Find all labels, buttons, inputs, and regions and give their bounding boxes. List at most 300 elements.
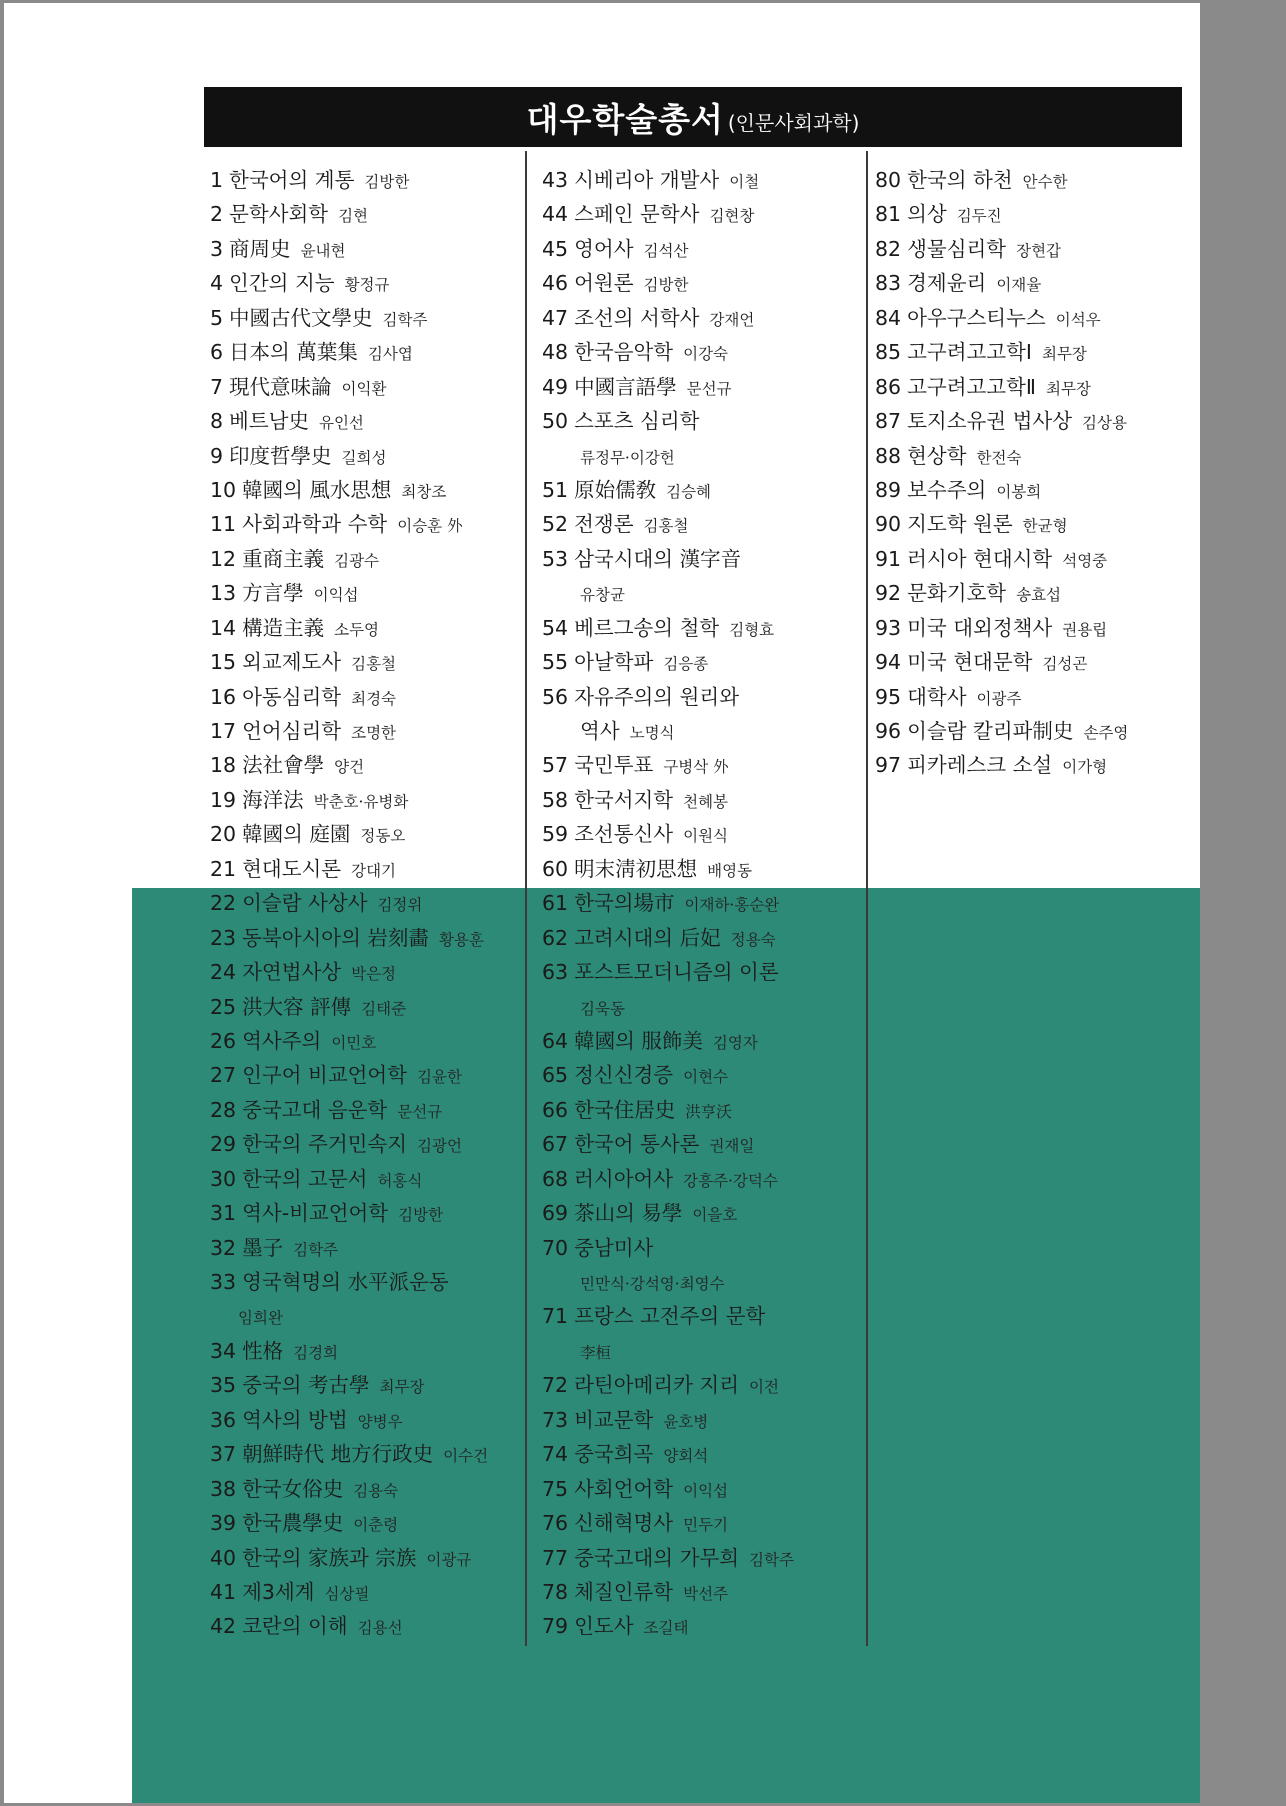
book-title: 明末淸初思想 <box>574 856 698 881</box>
book-number: 52 <box>542 512 569 537</box>
book-entry <box>542 1609 862 1643</box>
book-author: 심상필 <box>324 1584 370 1603</box>
book-number: 63 <box>542 960 569 985</box>
book-number: 11 <box>210 512 237 537</box>
book-title: 토지소유권 법사상 <box>907 409 1073 434</box>
book-entry <box>542 955 862 989</box>
book-author: 석영중 <box>1062 551 1108 570</box>
book-number: 47 <box>542 305 569 330</box>
book-title: 중국고대 음운학 <box>242 1097 388 1122</box>
book-number: 37 <box>210 1442 237 1467</box>
book-number: 2 <box>210 202 224 227</box>
book-number: 39 <box>210 1511 237 1536</box>
book-number: 3 <box>210 236 224 261</box>
book-author: 이철 <box>729 173 760 191</box>
book-title: 신해혁명사 <box>574 1511 674 1536</box>
book-entry <box>210 163 520 197</box>
book-author: 김영자 <box>712 1033 758 1052</box>
book-number: 42 <box>210 1614 237 1639</box>
book-title: 이슬람 사상사 <box>242 891 368 916</box>
book-entry <box>210 955 520 989</box>
book-author: 이석우 <box>1055 310 1101 329</box>
book-title: 동북아시아의 岩刻畵 <box>242 925 429 950</box>
book-title: 한국의 주거민속지 <box>242 1132 408 1157</box>
book-entry <box>210 404 520 438</box>
book-number: 78 <box>542 1579 569 1604</box>
book-entry <box>210 266 520 300</box>
book-number: 92 <box>875 581 902 606</box>
book-author: 배영동 <box>707 861 753 880</box>
book-entry <box>875 232 1195 266</box>
book-number: 4 <box>210 271 224 296</box>
book-number: 29 <box>210 1132 237 1157</box>
book-entry <box>210 1506 520 1540</box>
book-number: 56 <box>542 684 569 709</box>
book-author: 김방한 <box>364 173 410 191</box>
book-number: 1 <box>210 168 224 192</box>
book-entry <box>210 507 520 541</box>
book-number: 60 <box>542 856 569 881</box>
book-number: 20 <box>210 822 237 847</box>
book-entry <box>542 1403 862 1437</box>
book-number: 46 <box>542 271 569 296</box>
book-author: 김상용 <box>1082 414 1127 433</box>
book-entry <box>542 783 862 817</box>
book-entry <box>542 645 862 679</box>
book-number: 15 <box>210 650 237 675</box>
book-title: 외교제도사 <box>242 650 342 675</box>
book-entry <box>542 1299 862 1333</box>
book-entry <box>542 163 862 197</box>
book-author: 양회석 <box>663 1447 709 1466</box>
book-entry <box>210 1162 520 1196</box>
book-number: 74 <box>542 1442 569 1467</box>
book-entry <box>542 1368 862 1402</box>
book-title: 어원론 <box>574 271 634 296</box>
book-number: 81 <box>875 202 902 227</box>
book-title: 韓國의 庭園 <box>242 822 351 847</box>
book-author: 허홍식 <box>377 1171 423 1190</box>
book-author: 김홍철 <box>351 655 397 674</box>
book-number: 33 <box>210 1270 237 1294</box>
book-entry <box>210 301 520 335</box>
book-author: 유인선 <box>318 414 364 433</box>
book-list-column-3 <box>875 163 1195 783</box>
book-entry <box>542 404 862 438</box>
book-author: 김학주 <box>382 310 428 329</box>
book-author: 이재율 <box>996 276 1042 295</box>
book-author: 이익환 <box>341 379 387 398</box>
book-author: 이익섭 <box>313 586 359 605</box>
book-title: 라틴아메리카 지리 <box>574 1373 740 1398</box>
book-author: 조명한 <box>351 724 397 742</box>
book-title: 印度哲學史 <box>229 443 332 468</box>
book-entry <box>875 748 1195 782</box>
book-title: 法社會學 <box>242 753 325 778</box>
book-title: 한국어의 계통 <box>229 168 355 192</box>
book-title: 商周史 <box>229 236 291 261</box>
book-page <box>4 3 1200 1803</box>
book-entry <box>542 370 862 404</box>
book-title: 문화기호학 <box>907 581 1007 606</box>
book-number: 43 <box>542 168 569 192</box>
book-author: 김광언 <box>417 1137 462 1156</box>
book-author: 김경희 <box>293 1343 339 1362</box>
book-title: 체질인류학 <box>574 1579 674 1604</box>
book-title: 한국의 하천 <box>907 168 1013 192</box>
book-author: 양병우 <box>357 1412 403 1431</box>
book-title: 영국혁명의 水平派운동 <box>242 1270 449 1294</box>
book-author: 최무장 <box>1046 379 1091 398</box>
book-author: 김정위 <box>377 896 423 915</box>
book-author: 이재하·홍순완 <box>684 896 780 915</box>
book-author: 장현갑 <box>1016 241 1062 260</box>
book-title: 비교문학 <box>574 1407 654 1432</box>
book-entry <box>542 1265 862 1299</box>
book-author: 박선주 <box>683 1584 729 1603</box>
book-author: 길희성 <box>341 448 387 467</box>
book-author: 손주영 <box>1083 724 1129 742</box>
book-author: 이봉희 <box>996 482 1042 501</box>
book-title: 原始儒敎 <box>574 477 657 502</box>
book-title: 朝鮮時代 地方行政史 <box>242 1442 434 1467</box>
book-entry <box>542 1196 862 1230</box>
book-author: 권재일 <box>709 1137 755 1156</box>
book-number: 69 <box>542 1201 569 1226</box>
book-entry <box>875 576 1195 610</box>
book-author: 김사엽 <box>367 345 413 364</box>
book-entry <box>542 1334 862 1368</box>
column-divider-1 <box>525 151 527 1646</box>
book-title: 문학사회학 <box>229 202 329 227</box>
book-title: 사회과학과 수학 <box>242 512 388 537</box>
book-title: 경제윤리 <box>907 271 987 296</box>
book-author: 문선규 <box>397 1102 443 1121</box>
book-author: 민두기 <box>683 1516 729 1535</box>
book-number: 68 <box>542 1166 569 1191</box>
book-number: 75 <box>542 1476 569 1501</box>
book-title: 프랑스 고전주의 문학 <box>574 1304 766 1329</box>
book-entry <box>542 748 862 782</box>
book-author: 강흥주·강덕수 <box>683 1171 778 1190</box>
book-number: 45 <box>542 236 569 261</box>
book-author: 김욱동 <box>580 999 625 1018</box>
book-entry <box>210 1231 520 1265</box>
book-title: 중국희곡 <box>574 1442 654 1467</box>
book-number: 35 <box>210 1373 237 1398</box>
book-author: 이광주 <box>976 689 1022 708</box>
book-number: 40 <box>210 1545 237 1570</box>
book-title: 性格 <box>242 1338 284 1363</box>
book-number: 96 <box>875 719 902 743</box>
book-title: 대학사 <box>907 684 967 709</box>
book-entry <box>542 1024 862 1058</box>
book-number: 71 <box>542 1304 569 1329</box>
book-title: 한국女俗史 <box>242 1476 344 1501</box>
book-number: 34 <box>210 1338 237 1363</box>
book-number: 22 <box>210 891 237 916</box>
book-title: 제3세계 <box>242 1579 315 1604</box>
book-number: 86 <box>875 374 902 399</box>
book-entry <box>875 473 1195 507</box>
book-number: 41 <box>210 1579 237 1604</box>
book-title: 日本의 萬葉集 <box>229 340 358 365</box>
book-entry <box>542 1127 862 1161</box>
series-subtitle: (인문사회과학) <box>727 110 860 135</box>
book-author: 유창균 <box>580 586 625 605</box>
book-number: 21 <box>210 856 237 881</box>
book-number: 88 <box>875 443 902 468</box>
book-author: 임희완 <box>238 1309 283 1328</box>
book-entry <box>875 301 1195 335</box>
book-entry <box>210 1127 520 1161</box>
book-entry <box>875 439 1195 473</box>
book-title: 정신신경증 <box>574 1063 674 1088</box>
book-number: 27 <box>210 1063 237 1088</box>
book-number: 79 <box>542 1614 569 1639</box>
book-author: 이원식 <box>683 827 729 846</box>
book-number: 51 <box>542 477 569 502</box>
book-author: 김방한 <box>643 276 689 295</box>
book-number: 44 <box>542 202 569 227</box>
column-divider-2 <box>866 151 868 1646</box>
book-title: 미국 대외정책사 <box>907 615 1053 640</box>
book-title: 아날학파 <box>574 650 654 675</box>
book-title: 코란의 이해 <box>242 1614 348 1639</box>
book-author: 최창조 <box>401 482 447 501</box>
book-entry <box>210 1575 520 1609</box>
book-entry <box>210 576 520 610</box>
book-entry <box>210 1093 520 1127</box>
book-number: 59 <box>542 822 569 847</box>
book-author: 김현창 <box>709 207 755 226</box>
book-number: 95 <box>875 684 902 709</box>
book-title: 한국어 통사론 <box>574 1132 700 1157</box>
book-entry <box>210 1368 520 1402</box>
book-number: 57 <box>542 753 569 778</box>
book-author: 김형효 <box>729 620 775 639</box>
book-entry <box>875 680 1195 714</box>
book-title: 보수주의 <box>907 477 987 502</box>
book-entry <box>210 1058 520 1092</box>
book-number: 5 <box>210 305 224 330</box>
book-entry <box>542 473 862 507</box>
book-entry <box>210 921 520 955</box>
book-entry <box>542 266 862 300</box>
book-number: 36 <box>210 1407 237 1432</box>
book-title: 역사-비교언어학 <box>242 1201 389 1226</box>
book-number: 19 <box>210 787 237 812</box>
book-author: 李桓 <box>580 1343 612 1362</box>
book-author: 최무장 <box>1041 345 1087 364</box>
book-list-column-2 <box>542 163 862 1644</box>
book-entry <box>875 611 1195 645</box>
book-number: 70 <box>542 1235 569 1260</box>
book-number: 30 <box>210 1166 237 1191</box>
book-title: 構造主義 <box>242 615 325 640</box>
book-list-column-1 <box>210 163 520 1644</box>
book-entry <box>210 1196 520 1230</box>
book-author: 김윤한 <box>417 1068 462 1087</box>
book-title: 역사주의 <box>242 1028 322 1053</box>
book-title: 베트남史 <box>229 409 309 434</box>
book-number: 23 <box>210 925 237 950</box>
book-title: 洪大容 評傳 <box>242 994 352 1019</box>
book-entry <box>542 1058 862 1092</box>
book-author: 이현수 <box>683 1068 729 1087</box>
book-entry <box>542 611 862 645</box>
book-number: 80 <box>875 168 902 192</box>
book-number: 93 <box>875 615 902 640</box>
book-author: 박춘호·유병화 <box>313 792 409 811</box>
book-number: 7 <box>210 374 224 399</box>
book-entry <box>210 1024 520 1058</box>
book-author: 이가형 <box>1062 758 1108 777</box>
book-author: 정용숙 <box>730 930 776 949</box>
book-title: 고구려고고학Ⅰ <box>907 340 1032 365</box>
book-title: 고려시대의 后妃 <box>574 925 721 950</box>
book-entry <box>875 266 1195 300</box>
book-title: 中國言語學 <box>574 374 677 399</box>
book-entry <box>542 1231 862 1265</box>
book-title-continued: 역사 <box>580 719 620 743</box>
book-author: 김학주 <box>293 1240 339 1259</box>
book-author: 이전 <box>749 1378 779 1397</box>
book-title: 조선의 서학사 <box>574 305 700 330</box>
book-author: 김성곤 <box>1042 655 1088 674</box>
book-number: 26 <box>210 1028 237 1053</box>
series-header <box>204 87 1182 147</box>
book-title: 러시아어사 <box>574 1166 674 1191</box>
book-entry <box>210 370 520 404</box>
book-number: 16 <box>210 684 237 709</box>
book-title: 삼국시대의 漢字音 <box>574 546 742 571</box>
book-author: 김응종 <box>663 655 709 674</box>
book-title: 스포츠 심리학 <box>574 409 700 434</box>
book-number: 85 <box>875 340 902 365</box>
book-title: 러시아 현대시학 <box>907 546 1053 571</box>
book-author: 김학주 <box>749 1550 794 1569</box>
book-author: 소두영 <box>334 620 380 639</box>
book-title: 포스트모더니즘의 이론 <box>574 960 779 985</box>
book-author: 황용훈 <box>438 930 484 949</box>
book-entry <box>875 507 1195 541</box>
book-author: 박은정 <box>351 965 397 984</box>
book-entry <box>210 783 520 817</box>
book-entry <box>210 1472 520 1506</box>
book-number: 67 <box>542 1132 569 1157</box>
book-number: 66 <box>542 1097 569 1122</box>
book-number: 87 <box>875 409 902 434</box>
book-author: 김태준 <box>361 999 407 1018</box>
book-entry <box>210 680 520 714</box>
book-title: 국민투표 <box>574 753 654 778</box>
book-number: 17 <box>210 719 237 743</box>
book-title: 미국 현대문학 <box>907 650 1033 675</box>
book-number: 9 <box>210 443 224 468</box>
book-title: 重商主義 <box>242 546 325 571</box>
book-entry <box>210 1403 520 1437</box>
book-entry <box>210 1541 520 1575</box>
book-entry <box>542 1437 862 1471</box>
book-author: 이광규 <box>426 1550 472 1569</box>
book-entry <box>875 335 1195 369</box>
book-entry <box>210 1609 520 1643</box>
book-number: 76 <box>542 1511 569 1536</box>
book-number: 61 <box>542 891 569 916</box>
book-entry <box>210 748 520 782</box>
book-entry <box>542 714 862 748</box>
book-entry <box>210 473 520 507</box>
book-number: 28 <box>210 1097 237 1122</box>
book-title: 자연법사상 <box>242 960 342 985</box>
book-entry <box>542 1541 862 1575</box>
book-title: 중국고대의 가무희 <box>574 1545 740 1570</box>
book-title: 중국의 考古學 <box>242 1373 370 1398</box>
book-number: 84 <box>875 305 902 330</box>
book-title: 中國古代文學史 <box>229 305 373 330</box>
book-number: 72 <box>542 1373 569 1398</box>
book-number: 31 <box>210 1201 237 1226</box>
book-title: 사회언어학 <box>574 1476 674 1501</box>
book-title: 方言學 <box>242 581 304 606</box>
book-title: 역사의 방법 <box>242 1407 348 1432</box>
book-title: 墨子 <box>242 1235 284 1260</box>
book-title: 茶山의 易學 <box>574 1201 683 1226</box>
book-title: 아동심리학 <box>242 684 342 709</box>
book-number: 13 <box>210 581 237 606</box>
book-entry <box>542 817 862 851</box>
book-entry <box>210 645 520 679</box>
book-author: 윤내현 <box>300 241 346 260</box>
book-entry <box>210 852 520 886</box>
book-entry <box>542 335 862 369</box>
book-title: 한국住居史 <box>574 1097 676 1122</box>
book-title: 중남미사 <box>574 1235 654 1260</box>
book-author: 김광수 <box>334 551 380 570</box>
book-number: 82 <box>875 236 902 261</box>
book-number: 18 <box>210 753 237 778</box>
book-author: 안수한 <box>1022 173 1068 191</box>
book-entry <box>542 1472 862 1506</box>
book-author: 황정규 <box>344 276 390 295</box>
book-entry <box>210 542 520 576</box>
book-number: 50 <box>542 409 569 434</box>
book-entry <box>875 370 1195 404</box>
book-title: 의상 <box>907 202 947 227</box>
book-number: 54 <box>542 615 569 640</box>
book-number: 32 <box>210 1235 237 1260</box>
book-author: 이민호 <box>331 1033 377 1052</box>
book-number: 77 <box>542 1545 569 1570</box>
book-entry <box>542 852 862 886</box>
book-author: 조길태 <box>643 1619 689 1638</box>
book-title: 생물심리학 <box>907 236 1007 261</box>
book-title: 한국서지학 <box>574 787 674 812</box>
book-title: 베르그송의 철학 <box>574 615 720 640</box>
book-title: 한국의場市 <box>574 891 675 916</box>
book-author: 이수건 <box>443 1447 489 1466</box>
book-author: 김석산 <box>643 241 689 260</box>
book-title: 언어심리학 <box>242 719 342 743</box>
book-number: 14 <box>210 615 237 640</box>
book-author: 최경숙 <box>351 689 397 708</box>
book-entry <box>210 232 520 266</box>
book-number: 48 <box>542 340 569 365</box>
book-title: 스페인 문학사 <box>574 202 700 227</box>
book-entry <box>210 990 520 1024</box>
book-number: 90 <box>875 512 902 537</box>
